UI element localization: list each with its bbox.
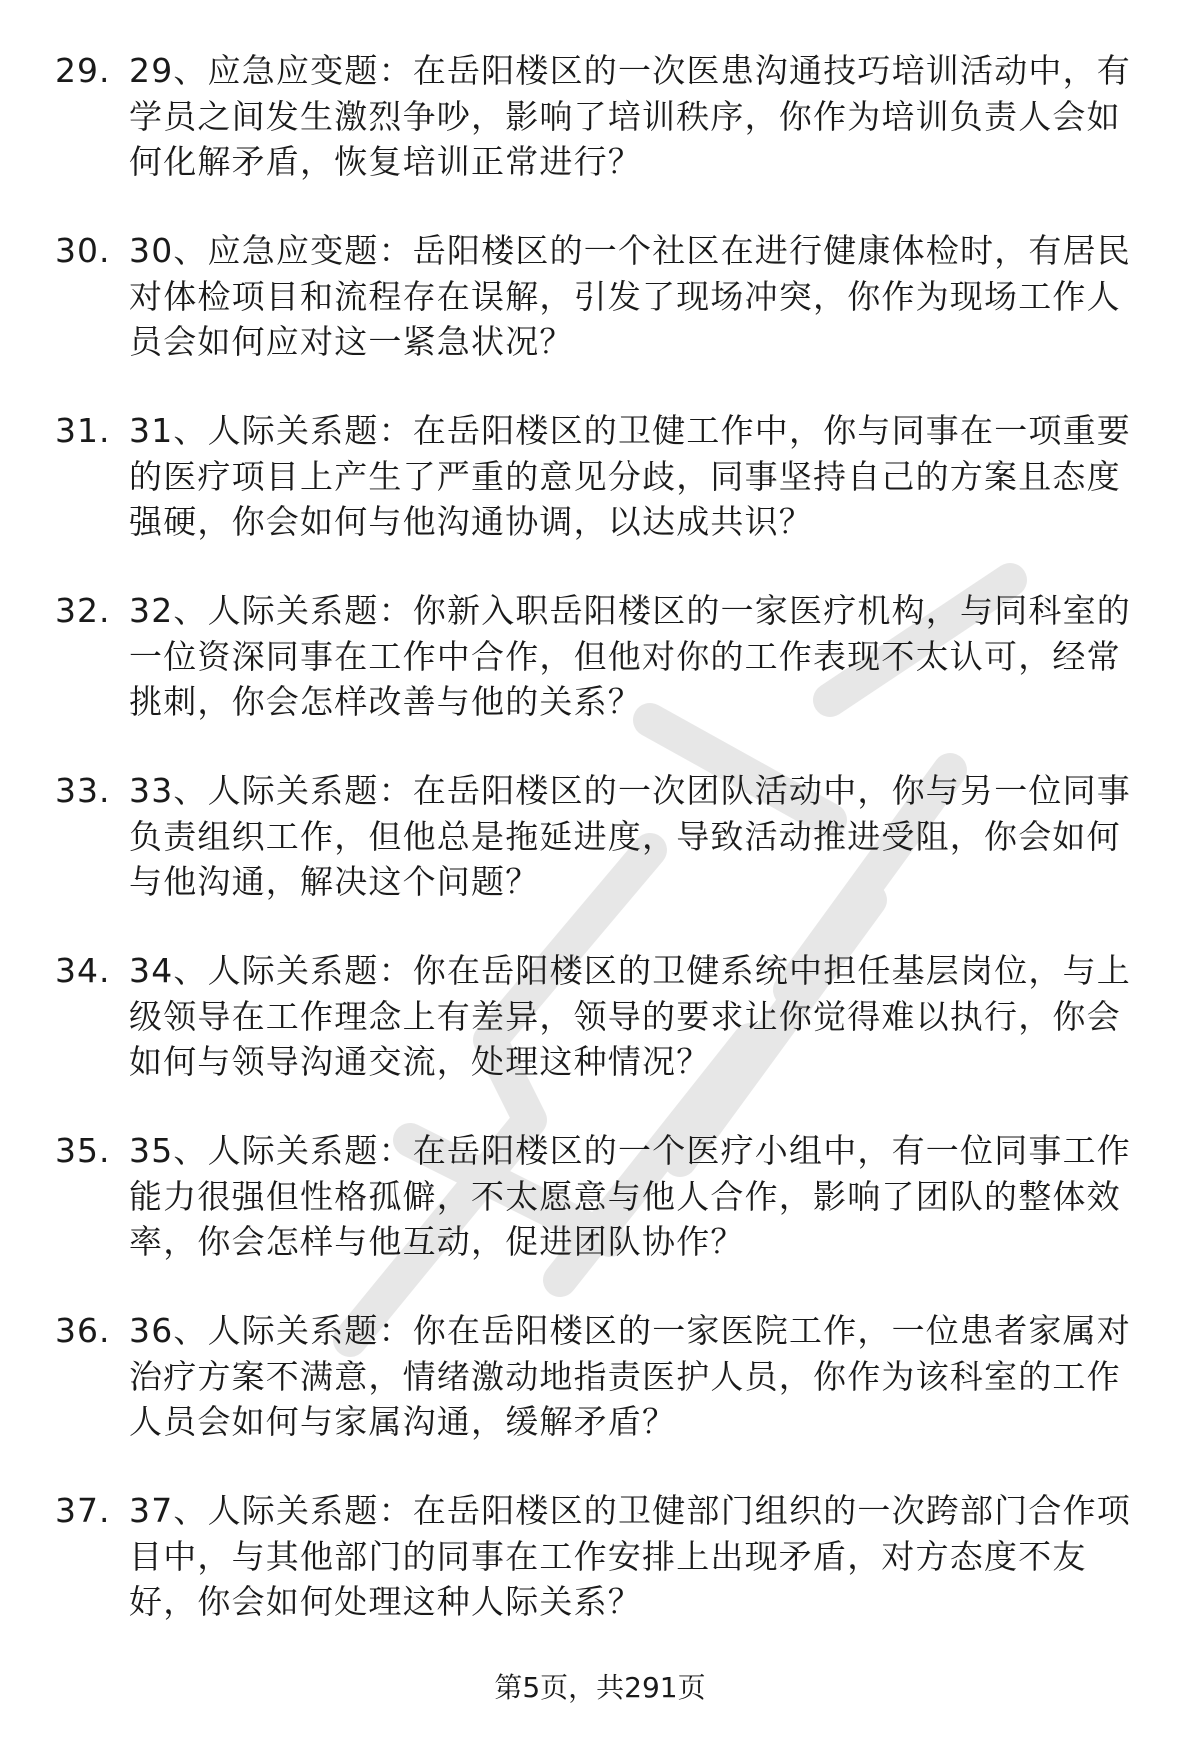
question-text: 37、人际关系题：在岳阳楼区的卫健部门组织的一次跨部门合作项目中，与其他部门的同事在工作安排上出现矛盾，对方态度不友好，你会如何处理这种人际关系？ — [129, 1491, 1131, 1621]
question-item — [55, 768, 1155, 905]
question-number: 35. — [55, 1131, 111, 1170]
question-item — [55, 408, 1155, 545]
page-footer: 第5页，共291页 — [494, 1671, 706, 1704]
question-text: 30、应急应变题：岳阳楼区的一个社区在进行健康体检时，有居民对体检项目和流程存在误解，引发了现场冲突，你作为现场工作人员会如何应对这一紧急状况？ — [129, 231, 1131, 361]
question-number: 34. — [55, 951, 111, 990]
question-number: 30. — [55, 231, 111, 270]
question-number: 36. — [55, 1311, 111, 1350]
question-item — [55, 1308, 1155, 1445]
question-number: 33. — [55, 771, 111, 810]
question-item — [55, 1128, 1155, 1265]
question-number: 32. — [55, 591, 111, 630]
question-item — [55, 48, 1155, 185]
question-text: 29、应急应变题：在岳阳楼区的一次医患沟通技巧培训活动中，有学员之间发生激烈争吵，影响了培训秩序，你作为培训负责人会如何化解矛盾，恢复培训正常进行？ — [129, 51, 1131, 181]
question-text: 32、人际关系题：你新入职岳阳楼区的一家医疗机构，与同科室的一位资深同事在工作中合作，但他对你的工作表现不太认可，经常挑刺，你会怎样改善与他的关系？ — [129, 591, 1131, 721]
question-number: 37. — [55, 1491, 111, 1530]
question-item — [55, 948, 1155, 1085]
question-list — [55, 48, 1155, 1668]
question-text: 34、人际关系题：你在岳阳楼区的卫健系统中担任基层岗位，与上级领导在工作理念上有差异，领导的要求让你觉得难以执行，你会如何与领导沟通交流，处理这种情况？ — [129, 951, 1131, 1081]
question-item — [55, 228, 1155, 365]
question-item — [55, 1488, 1155, 1625]
question-number: 29. — [55, 51, 111, 90]
question-text: 35、人际关系题：在岳阳楼区的一个医疗小组中，有一位同事工作能力很强但性格孤僻，不太愿意与他人合作，影响了团队的整体效率，你会怎样与他互动，促进团队协作？ — [129, 1131, 1131, 1261]
question-text: 33、人际关系题：在岳阳楼区的一次团队活动中，你与另一位同事负责组织工作，但他总是拖延进度，导致活动推进受阻，你会如何与他沟通，解决这个问题？ — [129, 771, 1131, 901]
question-text: 31、人际关系题：在岳阳楼区的卫健工作中，你与同事在一项重要的医疗项目上产生了严重的意见分歧，同事坚持自己的方案且态度强硬，你会如何与他沟通协调，以达成共识？ — [129, 411, 1131, 541]
question-text: 36、人际关系题：你在岳阳楼区的一家医院工作，一位患者家属对治疗方案不满意，情绪激动地指责医护人员，你作为该科室的工作人员会如何与家属沟通，缓解矛盾？ — [129, 1311, 1131, 1441]
question-item — [55, 588, 1155, 725]
question-number: 31. — [55, 411, 111, 450]
